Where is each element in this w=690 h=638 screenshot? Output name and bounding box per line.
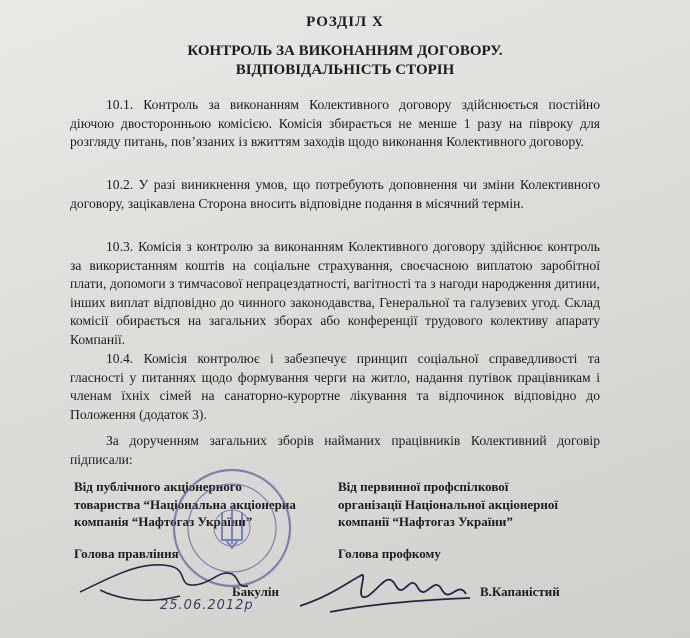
handwritten-date: 25.06.2012р <box>160 598 254 613</box>
round-seal-stamp <box>174 470 290 586</box>
section-title: РОЗДІЛ X <box>306 14 384 30</box>
paragraph-10-4: 10.4. Комісія контролює і забезпечує принцип соціальної справедливості та гласності у питаннях щодо формування черги на житло, надання путівок працівникам і членам їхніх сімей на санаторно-курортне лікування та відпочинок відповідно до Положення (додаток 3). <box>70 351 600 422</box>
heading-line-1: КОНТРОЛЬ ЗА ВИКОНАННЯМ ДОГОВОРУ. <box>187 43 503 59</box>
signing-intro: За дорученням загальних зборів найманих працівників Колективний договір підписали: <box>70 433 600 467</box>
right-party-line-2: організації Національної акціонерної <box>338 496 558 512</box>
right-signature <box>300 575 470 612</box>
right-party-line-3: компанії “Нафтогаз України” <box>338 514 513 529</box>
paragraph-10-3: 10.3. Комісія з контролю за виконанням Колективного договору здійснює контроль за використанням коштів на соціальне страхування, своєчасною виплатою заробітної плати, допомоги з тимчасової непрацездатності, вагітності та з нагоди народження дитини, інших виплат відповідно до чинного законодавства, Генеральної та галузевих угод. Склад комісії обирається на загальних зборах або конференції трудового колективу апарату Компанії. <box>70 239 600 347</box>
paragraph-10-2: 10.2. У разі виникнення умов, що потребують доповнення чи зміни Колективного договору, зацікавлена Сторона вносить відповідне подання в місячний термін. <box>70 177 600 211</box>
left-signer-name: Бакулін <box>232 584 279 599</box>
right-role: Голова профкому <box>338 546 441 561</box>
left-party-line-2: товариства “Національна акціонерна <box>74 496 296 512</box>
paragraph-10-1: 10.1. Контроль за виконанням Колективного договору здійснюється постійно діючою двосторонньою комісією. Комісія збирається не менше 1 разу на півроку для розгляду питань, пов’язаних із вжиттям заходів щодо виконання Колективного договору. <box>70 97 600 149</box>
left-party-line-3: компанія “Нафтогаз України” <box>74 514 253 529</box>
right-party-line-1: Від первинної профспілкової <box>338 479 509 494</box>
right-signer-name: В.Капаністий <box>480 584 560 599</box>
trident-icon <box>222 506 242 548</box>
left-signature <box>80 565 248 600</box>
heading-line-2: ВІДПОВІДАЛЬНІСТЬ СТОРІН <box>235 62 455 78</box>
left-role: Голова правління <box>74 546 179 561</box>
left-party-line-1: Від публічного акціонерного <box>74 479 242 494</box>
